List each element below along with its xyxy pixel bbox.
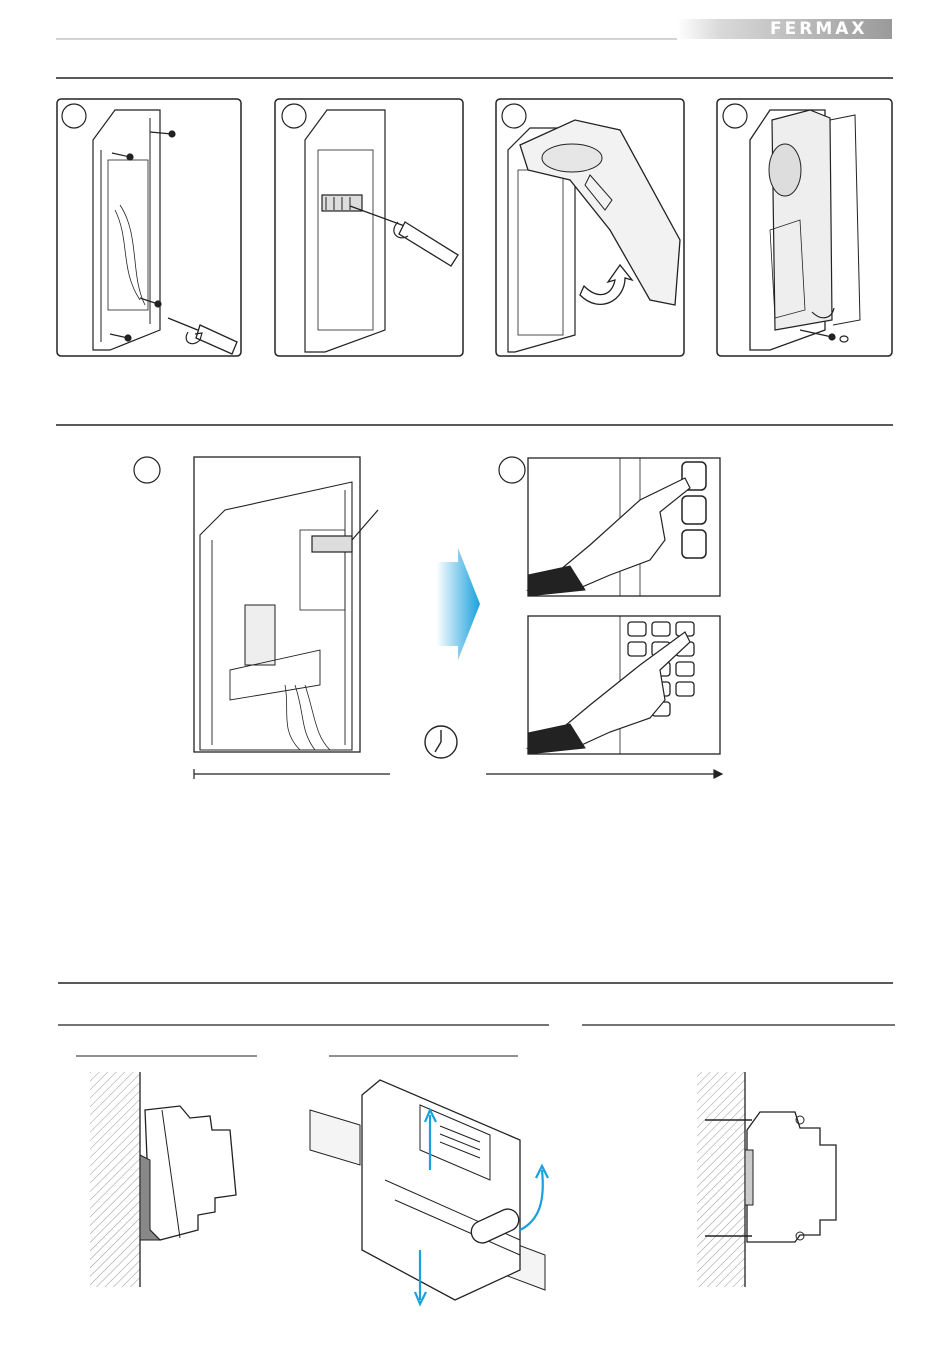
step-panel-1 (57, 99, 241, 356)
din-rail-module (310, 1080, 548, 1304)
brand-logo: FERMAX (770, 19, 868, 39)
step-number-circle (282, 104, 306, 128)
timeline (194, 769, 722, 779)
clock-icon (425, 726, 457, 758)
step-panel-2 (275, 99, 463, 356)
step-panel-4 (717, 99, 892, 356)
screwdriver-icon (168, 318, 237, 354)
handset (772, 110, 832, 330)
rotate-arrow-icon (580, 265, 632, 304)
prog-jumper (312, 536, 352, 552)
wall-mount-a (90, 1072, 236, 1287)
direction-arrow (436, 548, 480, 660)
button-panel-1 (528, 458, 720, 596)
panel-open-interior (194, 457, 378, 752)
step-panel-3 (496, 99, 684, 356)
step-number-circle (502, 104, 526, 128)
step-number-circle (134, 457, 160, 483)
step-number-circle (499, 457, 525, 483)
button-panel-2 (528, 616, 720, 754)
step-number-circle (62, 104, 86, 128)
wall-mount-b (697, 1072, 836, 1287)
step-number-circle (723, 104, 747, 128)
